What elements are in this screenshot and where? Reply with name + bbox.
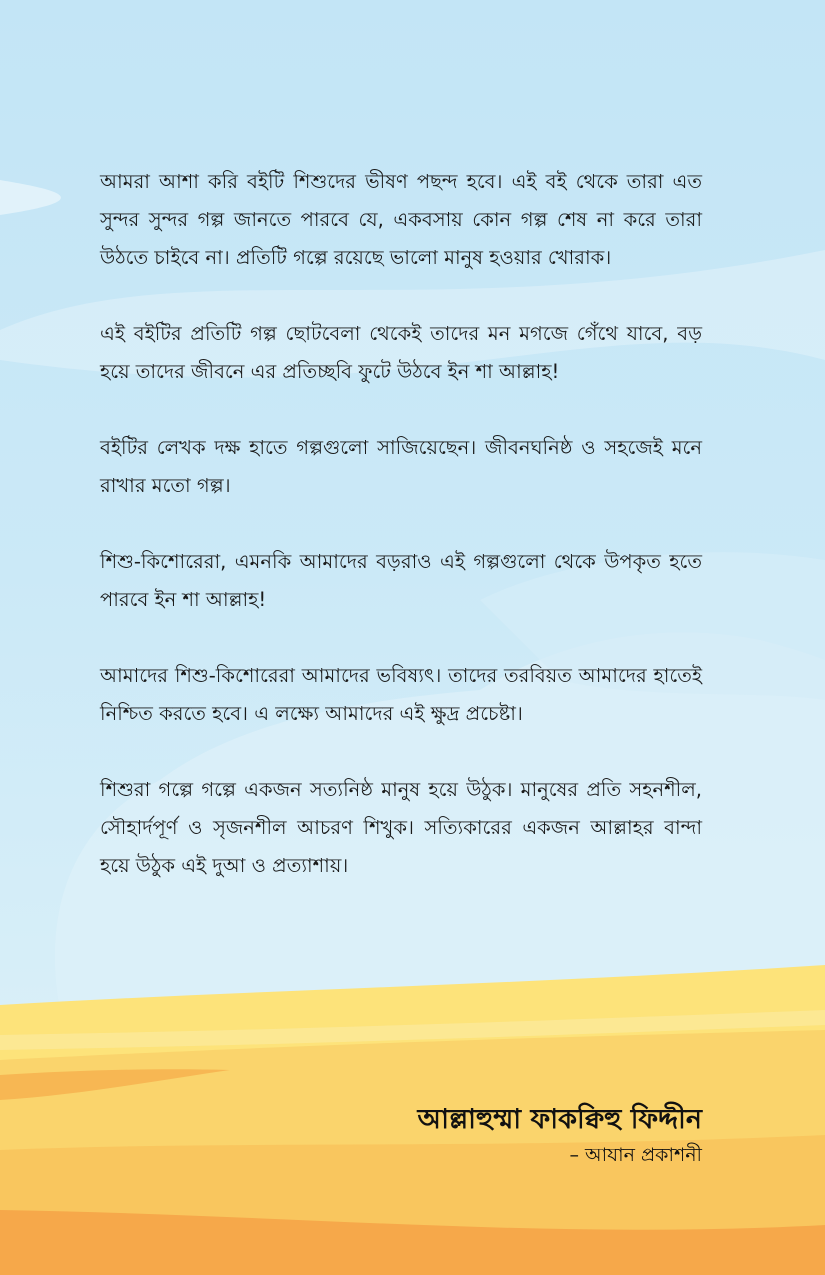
paragraph-4: শিশু-কিশোরেরা, এমনকি আমাদের বড়রাও এই গল্পগুলো থেকে উপকৃত হতে পারবে ইন শা আল্লাহ! [100, 550, 702, 611]
description-text [100, 163, 702, 885]
paragraph-5: আমাদের শিশু-কিশোরেরা আমাদের ভবিষ্যৎ। তাদের তরবিয়ত আমাদের হাতেই নিশ্চিত করতে হবে। এ লক্ষ্যে আমাদের এই ক্ষুদ্র প্রচেষ্টা। [100, 664, 702, 725]
paragraph-2: এই বইটির প্রতিটি গল্প ছোটবেলা থেকেই তাদের মন মগজে গেঁথে যাবে, বড় হয়ে তাদের জীবনে এর প্রতিচ্ছবি ফুটে উঠবে ইন শা আল্লাহ! [100, 322, 702, 383]
cloud-swirl-left [0, 180, 61, 215]
signature-block [417, 1100, 702, 1170]
paragraph-3: বইটির লেখক দক্ষ হাতে গল্পগুলো সাজিয়েছেন। জীবনঘনিষ্ঠ ও সহজেই মনে রাখার মতো গল্প। [100, 436, 702, 497]
signature-title: আল্লাহুম্মা ফাকক্বিহু ফিদ্দীন [417, 1104, 702, 1135]
paragraph-1: আমরা আশা করি বইটি শিশুদের ভীষণ পছন্দ হবে। এই বই থেকে তারা এত সুন্দর সুন্দর গল্প জানতে পারবে যে, একবসায় কোন গল্প শেষ না করে তারা উঠতে চাইবে না। প্রতিটি গল্পে রয়েছে ভালো মানুষ হওয়ার খোরাক। [100, 170, 702, 269]
paragraph-6: শিশুরা গল্পে গল্পে একজন সত্যনিষ্ঠ মানুষ হয়ে উঠুক। মানুষের প্রতি সহনশীল, সৌহার্দপূর্ণ ও সৃজনশীল আচরণ শিখুক। সত্যিকারের একজন আল্লাহর বান্দা হয়ে উঠুক এই দুআ ও প্রত্যাশায়। [100, 778, 702, 877]
publisher-name: – আযান প্রকাশনী [569, 1144, 702, 1166]
